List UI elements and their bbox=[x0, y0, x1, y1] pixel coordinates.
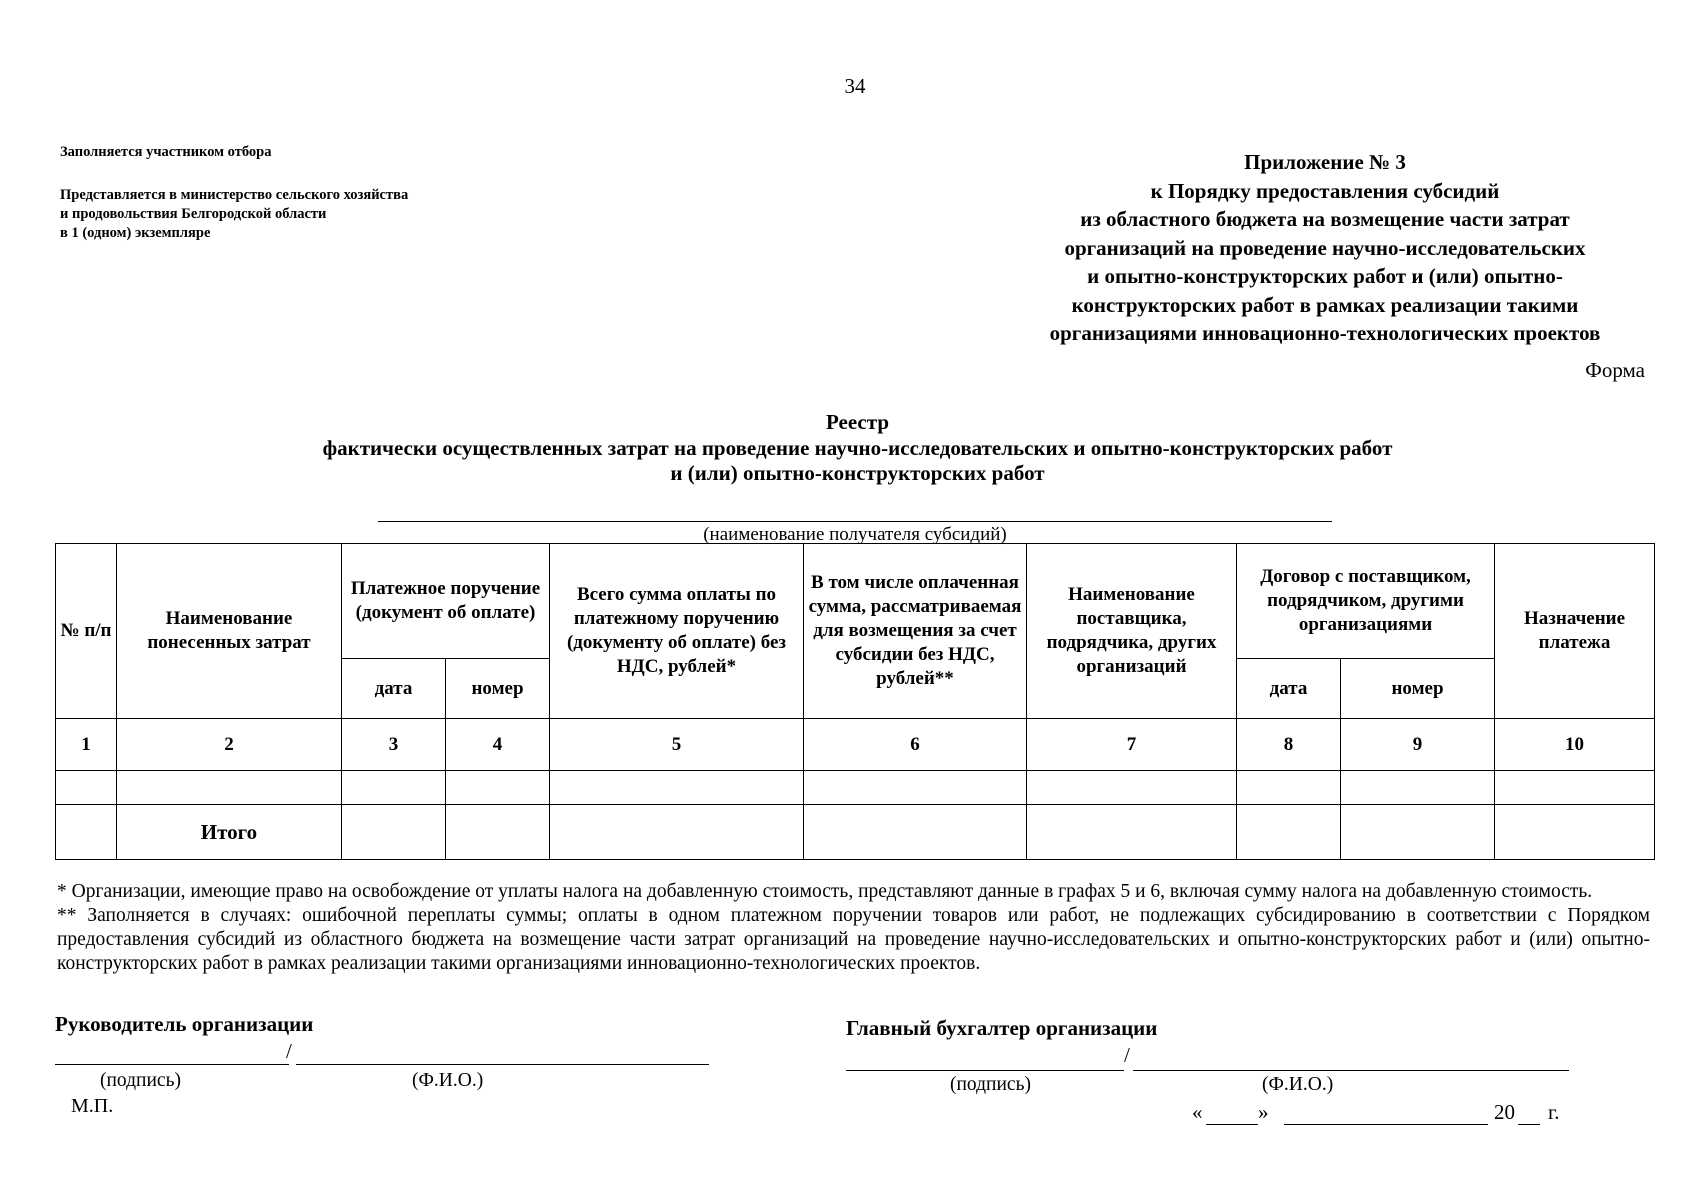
column-number: 6 bbox=[804, 719, 1027, 771]
table-cell[interactable] bbox=[550, 805, 804, 860]
column-number: 3 bbox=[342, 719, 446, 771]
accountant-title: Главный бухгалтер организации bbox=[846, 1016, 1158, 1040]
table-cell[interactable] bbox=[804, 805, 1027, 860]
total-row bbox=[56, 805, 1655, 860]
column-number: 9 bbox=[1341, 719, 1495, 771]
table-cell[interactable] bbox=[804, 771, 1027, 805]
column-number: 1 bbox=[56, 719, 117, 771]
footnote-2: ** Заполняется в случаях: ошибочной переплаты суммы; оплаты в одном платежном поручении товаров или работ, не подлежащих субсидированию в соответствии с Порядком предоставления субсидий из областного бюджета на возмещение части затрат организаций на проведение научно-исследовательских и опытно-конструкторских работ и (или) опытно-конструкторских работ в рамках реализации такими организациями инновационно-технологических проектов. bbox=[57, 905, 1650, 974]
filled-by-note: Заполняется участником отбора bbox=[60, 144, 272, 160]
year-suffix: г. bbox=[1548, 1100, 1560, 1124]
document-title bbox=[160, 410, 1555, 487]
header-contract-number: номер bbox=[1341, 659, 1495, 719]
appendix-line-6: конструкторских работ в рамках реализации такими bbox=[1071, 292, 1579, 317]
column-number-row bbox=[56, 719, 1655, 771]
form-label: Форма bbox=[1585, 358, 1645, 382]
total-label: Итого bbox=[117, 805, 342, 860]
year-prefix: 20 bbox=[1494, 1100, 1515, 1124]
table-cell[interactable] bbox=[117, 771, 342, 805]
header-subsidy-sum: В том числе оплаченная сумма, рассматриваемая для возмещения за счет субсидии без НДС, рублей** bbox=[804, 544, 1027, 719]
header-payment-order: Платежное поручение (документ об оплате) bbox=[342, 544, 550, 659]
title-line-1: Реестр bbox=[825, 410, 890, 434]
table-cell[interactable] bbox=[1495, 805, 1655, 860]
recipient-name-line bbox=[378, 521, 1332, 522]
head-signature-line[interactable] bbox=[55, 1064, 289, 1065]
table-cell[interactable] bbox=[56, 771, 117, 805]
table-cell[interactable] bbox=[446, 771, 550, 805]
title-line-3: и (или) опытно-конструкторских работ bbox=[670, 461, 1045, 485]
column-number: 8 bbox=[1237, 719, 1341, 771]
date-day-line[interactable] bbox=[1206, 1124, 1258, 1125]
column-number: 4 bbox=[446, 719, 550, 771]
column-number: 5 bbox=[550, 719, 804, 771]
header-payment-date: дата bbox=[342, 659, 446, 719]
table-cell[interactable] bbox=[550, 771, 804, 805]
appendix-line-2: к Порядку предоставления субсидий bbox=[1150, 178, 1500, 203]
table-cell[interactable] bbox=[1495, 771, 1655, 805]
table-row bbox=[56, 771, 1655, 805]
appendix-line-4: организаций на проведение научно-исследовательских bbox=[1064, 235, 1586, 260]
table-cell[interactable] bbox=[342, 805, 446, 860]
table-cell[interactable] bbox=[1027, 805, 1237, 860]
recipient-caption: (наименование получателя субсидий) bbox=[703, 524, 1007, 545]
table-cell[interactable] bbox=[1341, 771, 1495, 805]
appendix-line-5: и опытно-конструкторских работ и (или) опытно- bbox=[1087, 264, 1563, 288]
header-payment-number: номер bbox=[446, 659, 550, 719]
footnote-1: * Организации, имеющие право на освобождение от уплаты налога на добавленную стоимость, представляют данные в графах 5 и 6, включая сумму налога на добавленную стоимость. bbox=[57, 881, 1593, 902]
column-number: 2 bbox=[117, 719, 342, 771]
table-cell[interactable] bbox=[1341, 805, 1495, 860]
header-purpose: Назначение платежа bbox=[1495, 544, 1655, 719]
accountant-signature-caption: (подпись) bbox=[950, 1074, 1031, 1095]
table-cell[interactable] bbox=[342, 771, 446, 805]
column-number: 7 bbox=[1027, 719, 1237, 771]
date-month-line[interactable] bbox=[1284, 1124, 1488, 1125]
header-supplier-name: Наименование поставщика, подрядчика, других организаций bbox=[1027, 544, 1237, 719]
title-line-2: фактически осуществленных затрат на проведение научно-исследовательских и опытно-конструкторских работ bbox=[322, 435, 1393, 460]
head-name-caption: (Ф.И.О.) bbox=[412, 1070, 484, 1091]
accountant-name-line[interactable] bbox=[1133, 1070, 1569, 1071]
date-open-quote: « bbox=[1192, 1100, 1203, 1124]
header-contract-date: дата bbox=[1237, 659, 1341, 719]
submitted-to-line-1: Представляется в министерство сельского хозяйства bbox=[60, 187, 409, 203]
registry-table bbox=[55, 543, 1655, 860]
date-close-quote: » bbox=[1258, 1100, 1269, 1124]
appendix-line-3: из областного бюджета на возмещение части затрат bbox=[1080, 207, 1570, 231]
head-signature-caption: (подпись) bbox=[100, 1070, 181, 1091]
column-number: 10 bbox=[1495, 719, 1655, 771]
submitted-to-line-3: в 1 (одном) экземпляре bbox=[60, 225, 211, 241]
submitted-to-line-2: и продовольствия Белгородской области bbox=[60, 206, 327, 222]
table-cell[interactable] bbox=[1237, 771, 1341, 805]
appendix-line-1: Приложение № 3 bbox=[1244, 150, 1406, 174]
table-cell[interactable] bbox=[1027, 771, 1237, 805]
table-cell[interactable] bbox=[1237, 805, 1341, 860]
header-cost-name: Наименование понесенных затрат bbox=[117, 544, 342, 719]
stamp-label: М.П. bbox=[71, 1095, 114, 1117]
header-total-sum: Всего сумма оплаты по платежному поручению (документу об оплате) без НДС, рублей* bbox=[550, 544, 804, 719]
footnotes bbox=[57, 880, 1650, 976]
appendix-header bbox=[960, 148, 1690, 348]
head-name-line[interactable] bbox=[296, 1064, 709, 1065]
year-line[interactable] bbox=[1518, 1124, 1540, 1125]
table-cell[interactable] bbox=[56, 805, 117, 860]
appendix-line-7: организациями инновационно-технологических проектов bbox=[1049, 321, 1601, 345]
accountant-signature-line[interactable] bbox=[846, 1070, 1124, 1071]
header-row-1 bbox=[56, 544, 1655, 659]
table-cell[interactable] bbox=[446, 805, 550, 860]
accountant-name-caption: (Ф.И.О.) bbox=[1262, 1074, 1334, 1095]
head-title: Руководитель организации bbox=[55, 1012, 314, 1036]
head-slash: / bbox=[286, 1039, 292, 1063]
header-num: № п/п bbox=[56, 544, 117, 719]
header-contract: Договор с поставщиком, подрядчиком, другими организациями bbox=[1237, 544, 1495, 659]
accountant-slash: / bbox=[1124, 1043, 1130, 1067]
page-number: 34 bbox=[844, 74, 866, 98]
